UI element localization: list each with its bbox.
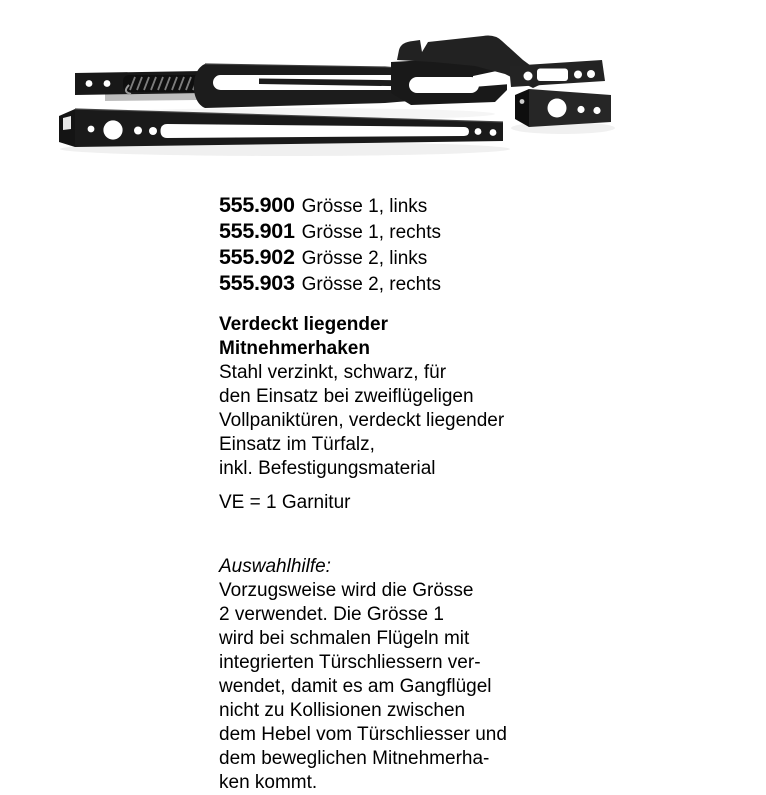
selection-help-line: Vorzugsweise wird die Grösse bbox=[219, 580, 474, 601]
article-row bbox=[219, 219, 529, 245]
description-line: Stahl verzinkt, schwarz, für bbox=[219, 362, 447, 383]
product-title bbox=[219, 313, 529, 361]
article-number: 555.902 bbox=[219, 245, 295, 269]
article-number: 555.900 bbox=[219, 193, 295, 217]
article-row bbox=[219, 245, 529, 271]
article-number: 555.903 bbox=[219, 271, 295, 295]
article-variant: Grösse 2, links bbox=[301, 248, 428, 269]
description-line: den Einsatz bei zweiflügeligen bbox=[219, 386, 474, 407]
description-line: Vollpaniktüren, verdeckt liegender bbox=[219, 410, 505, 431]
packaging-unit: VE = 1 Garnitur bbox=[219, 492, 351, 513]
product-photo bbox=[45, 30, 625, 170]
product-description bbox=[219, 361, 529, 481]
selection-help-line: integrierten Türschliessern ver- bbox=[219, 652, 481, 673]
article-list bbox=[219, 193, 529, 297]
product-title-line2: Mitnehmerhaken bbox=[219, 338, 370, 359]
selection-help-heading: Auswahlhilfe: bbox=[219, 556, 331, 577]
article-variant: Grösse 2, rechts bbox=[301, 274, 442, 295]
description-line: Einsatz im Türfalz, bbox=[219, 434, 375, 455]
article-variant: Grösse 1, links bbox=[301, 196, 428, 217]
selection-help-line: dem Hebel vom Türschliesser und bbox=[219, 724, 507, 745]
article-row bbox=[219, 193, 529, 219]
product-info bbox=[219, 193, 529, 795]
selection-help-line: ken kommt. bbox=[219, 772, 318, 793]
selection-help-line: dem beweglichen Mitnehmerha- bbox=[219, 748, 490, 769]
selection-help-text bbox=[219, 579, 529, 795]
article-number: 555.901 bbox=[219, 219, 295, 243]
angle-plate-part bbox=[515, 89, 611, 127]
selection-help-line: 2 verwendet. Die Grösse 1 bbox=[219, 604, 444, 625]
article-variant: Grösse 1, rechts bbox=[301, 222, 442, 243]
selection-help-line: wird bei schmalen Flügeln mit bbox=[219, 628, 470, 649]
selection-help-line: nicht zu Kollisionen zwischen bbox=[219, 700, 466, 721]
article-row bbox=[219, 271, 529, 297]
selection-help-line: wendet, damit es am Gangflügel bbox=[219, 676, 492, 697]
description-line: inkl. Befestigungsmaterial bbox=[219, 458, 436, 479]
product-title-line1: Verdeckt liegender bbox=[219, 314, 388, 335]
product-photo-svg bbox=[45, 30, 625, 170]
